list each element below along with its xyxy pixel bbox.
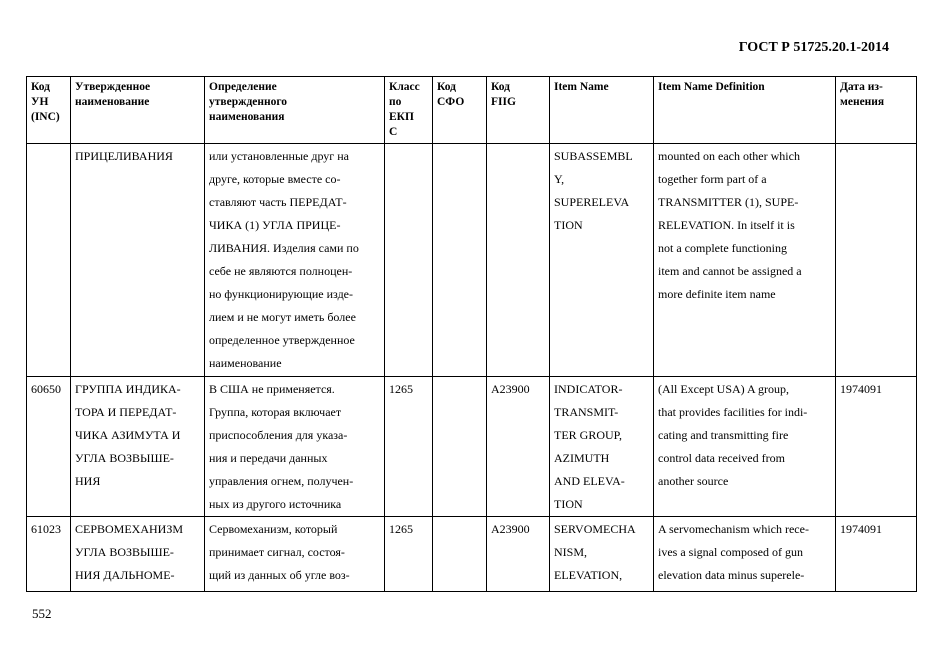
sfo-cell — [433, 517, 487, 592]
cell-line: ives a signal composed of gun — [658, 545, 803, 559]
cell-line: ГРУППА ИНДИКА- — [75, 382, 181, 396]
header-line: по — [389, 96, 402, 108]
code-cell: 60650 — [27, 377, 71, 517]
definition-header — [205, 77, 385, 144]
header-line: Утвержденное — [75, 81, 151, 93]
cell-line: mounted on each other which — [658, 149, 800, 163]
cell-line: not a complete functioning — [658, 241, 787, 255]
cell-line: INDICATOR- — [554, 382, 623, 396]
cell-line: elevation data minus superele- — [658, 568, 805, 582]
cell-line: НИЯ ДАЛЬНОМЕ- — [75, 568, 175, 582]
cell-line: AZIMUTH — [554, 451, 610, 465]
class-header — [385, 77, 433, 144]
fiig-cell: A23900 — [487, 377, 550, 517]
definition-cell — [205, 517, 385, 592]
item-definition-cell — [654, 377, 836, 517]
cell-line: SUPERELEVA — [554, 195, 630, 209]
cell-line: TION — [554, 497, 583, 511]
header-line: наименования — [209, 111, 285, 123]
cell-line: more definite item name — [658, 287, 776, 301]
header-line: Определение — [209, 81, 277, 93]
cell-line: принимает сигнал, состоя- — [209, 545, 345, 559]
date-cell — [836, 144, 917, 377]
cell-line: NISM, — [554, 545, 588, 559]
cell-line: Y, — [554, 172, 565, 186]
header-line: СФО — [437, 96, 465, 108]
name-header — [71, 77, 205, 144]
header-line: УН — [31, 96, 49, 108]
cell-line: ПРИЦЕЛИВАНИЯ — [75, 149, 173, 163]
item-definition-header — [654, 77, 836, 144]
code-cell — [27, 144, 71, 377]
page-number: 552 — [32, 606, 52, 621]
sfo-cell — [433, 377, 487, 517]
cell-line: СЕРВОМЕХАНИЗМ — [75, 522, 184, 536]
name-cell — [71, 377, 205, 517]
item-definition-cell — [654, 144, 836, 377]
date-header — [836, 77, 917, 144]
cell-line: ELEVATION, — [554, 568, 623, 582]
cell-line: TRANSMITTER (1), SUPE- — [658, 195, 799, 209]
item-name-cell — [550, 144, 654, 377]
header-line: утвержденного — [209, 96, 288, 108]
cell-line: ния и передачи данных — [209, 451, 328, 465]
cell-line: УГЛА ВОЗВЫШЕ- — [75, 451, 174, 465]
definition-cell — [205, 144, 385, 377]
header-line: Код — [31, 81, 51, 93]
cell-line: щий из данных об угле воз- — [209, 568, 350, 582]
sfo-header — [433, 77, 487, 144]
header-line: Item Name — [554, 81, 609, 93]
item-name-header — [550, 77, 654, 144]
name-cell — [71, 517, 205, 592]
cell-line: управления огнем, получен- — [209, 474, 354, 488]
header-line: Дата из- — [840, 81, 883, 93]
header-line: Класс — [389, 81, 420, 93]
header-line: FIIG — [491, 96, 516, 108]
cell-line: ЧИКА АЗИМУТА И — [75, 428, 181, 442]
cell-line: TER GROUP, — [554, 428, 623, 442]
cell-line: together form part of a — [658, 172, 767, 186]
cell-line: RELEVATION. In itself it is — [658, 218, 795, 232]
cell-line: Группа, которая включает — [209, 405, 342, 419]
header-line: наименование — [75, 96, 150, 108]
cell-line: ставляют часть ПЕРЕДАТ- — [209, 195, 347, 209]
header-line: Код — [491, 81, 511, 93]
cell-line: В США не применяется. — [209, 382, 335, 396]
fiig-header — [487, 77, 550, 144]
header-line: менения — [840, 96, 885, 108]
class-cell — [385, 144, 433, 377]
cell-line: cating and transmitting fire — [658, 428, 789, 442]
nomenclature-table — [26, 76, 917, 592]
cell-line: лием и не могут иметь более — [209, 310, 356, 324]
cell-line: another source — [658, 474, 729, 488]
cell-line: item and cannot be assigned a — [658, 264, 802, 278]
cell-line: НИЯ — [75, 474, 101, 488]
item-name-cell — [550, 517, 654, 592]
cell-line: ЛИВАНИЯ. Изделия сами по — [209, 241, 359, 255]
header-line: Код — [437, 81, 457, 93]
cell-line: или установленные друг на — [209, 149, 349, 163]
cell-line: that provides facilities for indi- — [658, 405, 808, 419]
cell-line: ЧИКА (1) УГЛА ПРИЦЕ- — [209, 218, 341, 232]
cell-line: A servomechanism which rece- — [658, 522, 809, 536]
date-cell: 1974091 — [836, 517, 917, 592]
item-definition-cell — [654, 517, 836, 592]
header-line: Item Name Definition — [658, 81, 765, 93]
sfo-cell — [433, 144, 487, 377]
name-cell — [71, 144, 205, 377]
date-cell: 1974091 — [836, 377, 917, 517]
table-row — [27, 377, 917, 517]
item-name-cell — [550, 377, 654, 517]
cell-line: ТОРА И ПЕРЕДАТ- — [75, 405, 177, 419]
fiig-cell — [487, 144, 550, 377]
table-row — [27, 517, 917, 592]
cell-line: TRANSMIT- — [554, 405, 619, 419]
cell-line: SUBASSEMBL — [554, 149, 633, 163]
cell-line: Сервомеханизм, который — [209, 522, 338, 536]
cell-line: друге, которые вместе со- — [209, 172, 341, 186]
cell-line: наименование — [209, 356, 282, 370]
header-line: С — [389, 126, 398, 138]
cell-line: определенное утвержденное — [209, 333, 355, 347]
document-title: ГОСТ Р 51725.20.1-2014 — [738, 40, 889, 55]
header-line: ЕКП — [389, 111, 414, 123]
table-header-row — [27, 77, 917, 144]
cell-line: control data received from — [658, 451, 785, 465]
header-line: (INC) — [31, 111, 60, 123]
cell-line: SERVOMECHA — [554, 522, 636, 536]
cell-line: (All Except USA) A group, — [658, 382, 789, 396]
cell-line: но функционирующие изде- — [209, 287, 354, 301]
code-cell: 61023 — [27, 517, 71, 592]
table-row — [27, 144, 917, 377]
cell-line: TION — [554, 218, 583, 232]
fiig-cell: A23900 — [487, 517, 550, 592]
definition-cell — [205, 377, 385, 517]
cell-line: приспособления для указа- — [209, 428, 348, 442]
class-cell: 1265 — [385, 517, 433, 592]
class-cell: 1265 — [385, 377, 433, 517]
code-header — [27, 77, 71, 144]
cell-line: УГЛА ВОЗВЫШЕ- — [75, 545, 174, 559]
cell-line: себе не являются полноцен- — [209, 264, 353, 278]
cell-line: ных из другого источника — [209, 497, 342, 511]
cell-line: AND ELEVA- — [554, 474, 625, 488]
